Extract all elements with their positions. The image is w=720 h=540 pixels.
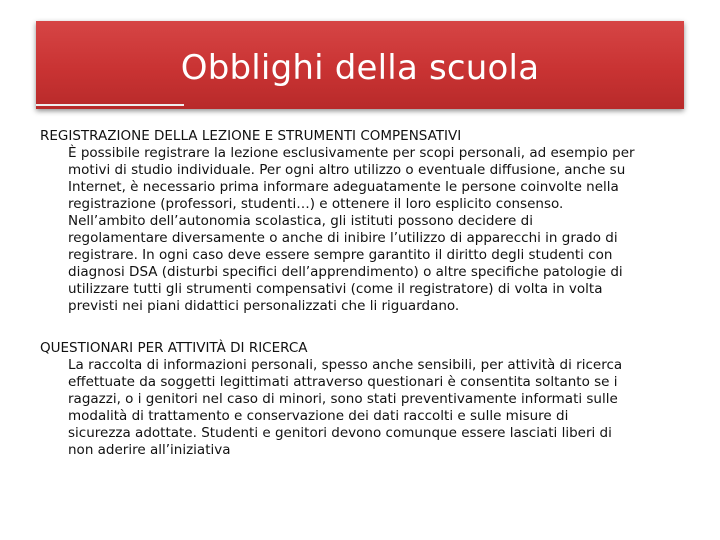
section-heading: REGISTRAZIONE DELLA LEZIONE E STRUMENTI COMPENSATIVI: [40, 128, 462, 144]
body-line: motivi di studio individuale. Per ogni altro utilizzo o eventuale diffusione, anche su: [68, 162, 626, 178]
page-title: Obblighi della scuola: [180, 48, 540, 88]
body-line: non aderire all’iniziativa: [68, 442, 231, 458]
body-line: registrare. In ogni caso deve essere sempre garantito il diritto degli studenti con: [68, 247, 613, 263]
section-registrazione: [40, 128, 690, 315]
body-line: effettuate da soggetti legittimati attraverso questionari è consentita soltanto se i: [68, 374, 618, 390]
section-questionari: [40, 340, 690, 459]
body-line: La raccolta di informazioni personali, spesso anche sensibili, per attività di ricerca: [68, 357, 623, 373]
body-line: modalità di trattamento e conservazione dei dati raccolti e sulle misure di: [68, 408, 569, 424]
body-line: sicurezza adottate. Studenti e genitori devono comunque essere lasciati liberi di: [68, 425, 612, 441]
body-line: Internet, è necessario prima informare adeguatamente le persone coinvolte nella: [68, 179, 619, 195]
body-line: È possibile registrare la lezione esclusivamente per scopi personali, ad esempio per: [68, 145, 635, 161]
body-line: diagnosi DSA (disturbi specifici dell’apprendimento) o altre specifiche patologie di: [68, 264, 623, 280]
body-line: previsti nei piani didattici personalizzati che li riguardano.: [68, 298, 460, 314]
section-body: [40, 357, 690, 459]
content-area: [40, 128, 690, 459]
body-line: utilizzare tutti gli strumenti compensativi (come il registratore) di volta in volta: [68, 281, 603, 297]
body-line: Nell’ambito dell’autonomia scolastica, gli istituti possono decidere di: [68, 213, 533, 229]
body-line: ragazzi, o i genitori nel caso di minori, sono stati preventivamente informati sulle: [68, 391, 618, 407]
body-line: registrazione (professori, studenti…) e ottenere il loro esplicito consenso.: [68, 196, 564, 212]
section-body: [40, 145, 690, 315]
section-heading: QUESTIONARI PER ATTIVITÀ DI RICERCA: [40, 340, 308, 356]
title-divider: [36, 104, 184, 106]
body-line: regolamentare diversamente o anche di inibire l’utilizzo di apparecchi in grado di: [68, 230, 618, 246]
